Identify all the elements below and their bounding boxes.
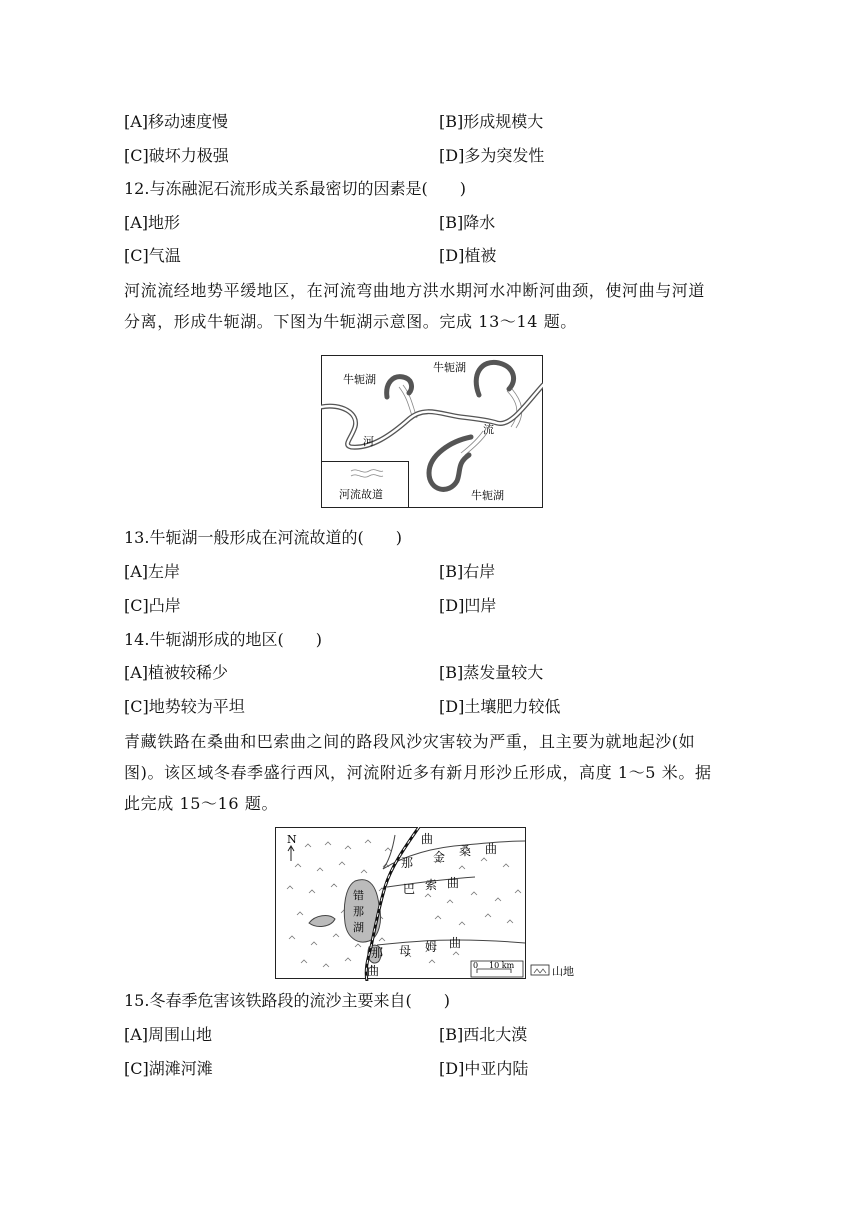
q13-option-c: [C]凸岸 bbox=[124, 596, 181, 615]
q14-option-a: [A]植被较稀少 bbox=[124, 663, 229, 682]
scale-label: 10 km bbox=[489, 961, 515, 970]
q13-stem: 13.牛轭湖一般形成在河流故道的( ) bbox=[124, 528, 402, 547]
passage-railway-line3: 此完成 15～16 题。 bbox=[124, 794, 279, 813]
label-jin: 金 bbox=[433, 850, 446, 864]
label-na-bottom: 那 bbox=[371, 946, 384, 960]
label-na-top: 那 bbox=[401, 856, 414, 870]
q14-option-b: [B]蒸发量较大 bbox=[439, 663, 544, 682]
legend-mountain-box bbox=[531, 965, 549, 975]
q12-option-a: [A]地形 bbox=[124, 213, 181, 232]
label-lake-bottom: 牛轭湖 bbox=[471, 489, 504, 502]
q12-option-c: [C]气温 bbox=[124, 246, 181, 265]
q15-option-a: [A]周围山地 bbox=[124, 1025, 213, 1044]
legend-label: 河流故道 bbox=[339, 488, 383, 501]
q11-option-d: [D]多为突发性 bbox=[439, 146, 545, 165]
q14-option-d: [D]土壤肥力较低 bbox=[439, 697, 561, 716]
q12-option-b: [B]降水 bbox=[439, 213, 496, 232]
label-mu: 母 bbox=[399, 944, 412, 958]
q14-stem: 14.牛轭湖形成的地区( ) bbox=[124, 630, 322, 649]
label-suo: 索 bbox=[425, 878, 438, 892]
q14-option-c: [C]地势较为平坦 bbox=[124, 697, 245, 716]
q15-option-d: [D]中亚内陆 bbox=[439, 1059, 529, 1078]
lake-label-3: 湖 bbox=[353, 921, 364, 934]
label-qu-sang: 曲 bbox=[485, 842, 498, 856]
label-qu-bottom: 曲 bbox=[367, 964, 380, 978]
q15-option-c: [C]湖滩河滩 bbox=[124, 1059, 213, 1078]
north-label: N bbox=[287, 833, 297, 846]
label-qu-mu: 曲 bbox=[449, 936, 462, 950]
label-sang: 桑 bbox=[459, 844, 472, 858]
label-liu: 流 bbox=[483, 423, 494, 436]
passage-railway bbox=[124, 726, 740, 819]
label-mu2: 姆 bbox=[425, 940, 438, 954]
q11-option-a: [A]移动速度慢 bbox=[124, 112, 229, 131]
scale-zero: 0 bbox=[473, 961, 479, 970]
q13-option-a: [A]左岸 bbox=[124, 562, 181, 581]
railway-map-figure bbox=[275, 827, 587, 981]
passage-railway-line1: 青藏铁路在桑曲和巴索曲之间的路段风沙灾害较为严重，且主要为就地起沙(如 bbox=[124, 732, 696, 751]
q11-option-c: [C]破坏力极强 bbox=[124, 146, 229, 165]
legend-mountain-label: 山地 bbox=[552, 965, 574, 978]
label-qu-ba: 曲 bbox=[447, 876, 460, 890]
label-he: 河 bbox=[363, 435, 374, 448]
passage-oxbow-line2: 分离，形成牛轭湖。下图为牛轭湖示意图。完成 13～14 题。 bbox=[124, 312, 577, 331]
q11-option-b: [B]形成规模大 bbox=[439, 112, 544, 131]
label-qu-top: 曲 bbox=[421, 832, 434, 846]
q15-option-b: [B]西北大漠 bbox=[439, 1025, 528, 1044]
lake-label-1: 错 bbox=[353, 889, 364, 902]
q13-option-b: [B]右岸 bbox=[439, 562, 496, 581]
q15-stem: 15.冬春季危害该铁路段的流沙主要来自( ) bbox=[124, 991, 450, 1010]
q13-option-d: [D]凹岸 bbox=[439, 596, 497, 615]
label-ba: 巴 bbox=[403, 882, 416, 896]
label-lake-left: 牛轭湖 bbox=[343, 373, 376, 386]
q12-option-d: [D]植被 bbox=[439, 246, 497, 265]
q12-stem: 12.与冻融泥石流形成关系最密切的因素是( ) bbox=[124, 179, 466, 198]
passage-oxbow bbox=[124, 275, 740, 337]
passage-railway-line2: 图)。该区域冬春季盛行西风，河流附近多有新月形沙丘形成，高度 1～5 米。据 bbox=[124, 763, 712, 782]
lake-label-2: 那 bbox=[353, 905, 364, 918]
label-lake-right: 牛轭湖 bbox=[433, 361, 466, 374]
oxbow-lake-figure bbox=[321, 355, 543, 508]
passage-oxbow-line1: 河流流经地势平缓地区，在河流弯曲地方洪水期河水冲断河曲颈，使河曲与河道 bbox=[124, 281, 706, 300]
